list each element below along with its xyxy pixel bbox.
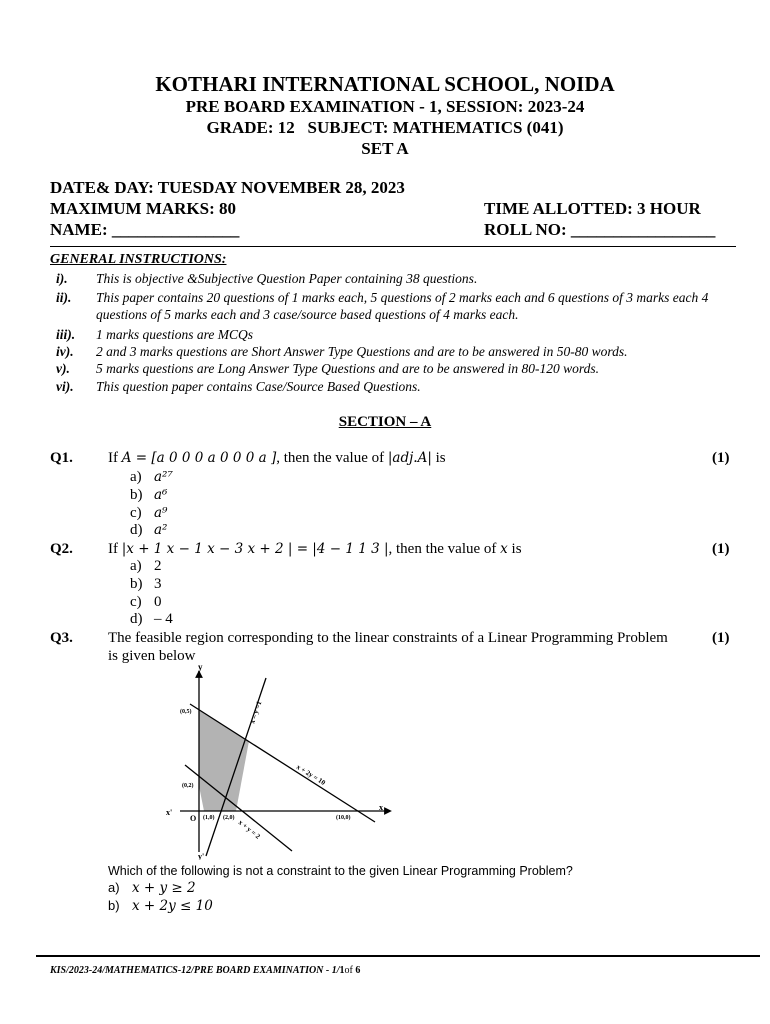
instruction-text: 5 marks questions are Long Answer Type Questions and are to be answered in 80-120 words. — [96, 361, 599, 376]
math-expr: |adj.A| — [387, 450, 432, 466]
option-label: b) — [130, 487, 143, 503]
instruction-num: ii). — [56, 290, 72, 305]
option-value: 3 — [154, 576, 162, 592]
question-number: Q1. — [50, 450, 73, 466]
page-total: 6 — [355, 965, 361, 976]
option-item — [108, 898, 213, 915]
option-item — [130, 576, 162, 593]
question-text-part: , then the value of — [388, 541, 501, 557]
option-item — [130, 558, 162, 575]
option-item — [130, 469, 173, 486]
lpp-graph — [150, 660, 395, 860]
question-number: Q2. — [50, 541, 73, 557]
option-value: x + y ≥ 2 — [132, 880, 196, 896]
question-text-line: is given below — [108, 648, 196, 664]
point-label: (1,0) — [203, 815, 215, 821]
grade-subject: GRADE: 12 SUBJECT: MATHEMATICS (041) — [206, 118, 564, 137]
option-item — [130, 487, 167, 504]
option-item — [108, 880, 196, 897]
point-label: (0,2) — [182, 783, 194, 789]
option-label: a) — [130, 558, 142, 574]
question-text-part: is — [507, 541, 522, 557]
sub-question: Which of the following is not a constraint to the given Linear Programming Problem? — [108, 864, 573, 878]
instructions-title: GENERAL INSTRUCTIONS: — [50, 252, 227, 267]
option-label: a) — [108, 880, 120, 895]
option-value: 2 — [154, 558, 162, 574]
option-label: c) — [130, 594, 142, 610]
question-text-part: If — [108, 450, 122, 466]
footer-divider — [36, 955, 760, 957]
origin-label: O — [190, 814, 197, 823]
instruction-item — [56, 270, 736, 287]
question-text-line: The feasible region corresponding to the linear constraints of a Linear Programming Problem — [108, 630, 668, 646]
option-value: a⁹ — [154, 505, 168, 521]
option-item — [130, 611, 173, 628]
option-label: a) — [130, 469, 142, 485]
of-text: of — [344, 965, 353, 976]
option-label: c) — [130, 505, 142, 521]
option-value: 0 — [154, 594, 162, 610]
option-item — [130, 594, 162, 611]
instruction-text: 2 and 3 marks questions are Short Answer Type Questions and are to be answered in 50-80 words. — [96, 344, 628, 359]
footer-code: KIS/2023-24/MATHEMATICS-12/PRE BOARD EXAMINATION - 1/ — [50, 965, 340, 976]
point-label: (0,5) — [180, 709, 192, 715]
question-text-part: If — [108, 541, 122, 557]
question-number: Q3. — [50, 630, 73, 646]
instruction-text: 1 marks questions are MCQs — [96, 327, 253, 342]
option-value: a²⁷ — [154, 469, 173, 485]
set-label: SET A — [361, 139, 409, 158]
instruction-num: iv). — [56, 344, 74, 359]
instruction-num: v). — [56, 361, 70, 376]
marks-label: (1) — [712, 630, 730, 646]
y-axis-label: y — [198, 662, 203, 672]
instruction-num: i). — [56, 271, 68, 286]
x-prime-label: x' — [166, 808, 173, 817]
point-label: (10,0) — [336, 815, 351, 821]
instruction-item — [56, 360, 736, 377]
question-text — [108, 450, 708, 467]
option-item — [130, 505, 167, 522]
line-label: x – y =1 — [248, 700, 264, 725]
option-value: – 4 — [154, 611, 173, 627]
option-label: b) — [130, 576, 143, 592]
school-name: KOTHARI INTERNATIONAL SCHOOL, NOIDA — [155, 72, 615, 96]
instruction-item — [56, 378, 736, 395]
option-label: d) — [130, 522, 143, 538]
x-axis-label: x — [379, 803, 383, 812]
y-prime-label: y' — [198, 852, 205, 860]
line-label: x + 2y = 10 — [294, 762, 327, 787]
header-divider — [50, 246, 736, 247]
question-text — [108, 541, 708, 558]
option-label: d) — [130, 611, 143, 627]
option-label: b) — [108, 898, 120, 913]
marks-label: (1) — [712, 450, 730, 466]
point-label: (2,0) — [223, 815, 235, 821]
roll-no-field: ROLL NO: _________________ — [484, 220, 716, 239]
instruction-num: vi). — [56, 379, 74, 394]
page-number: 1 — [339, 965, 345, 976]
question-text-part: , then the value of — [276, 450, 388, 466]
question-text-part: is — [431, 450, 446, 466]
instruction-item — [56, 289, 716, 323]
max-marks: MAXIMUM MARKS: 80 — [50, 199, 237, 218]
exam-title: PRE BOARD EXAMINATION - 1, SESSION: 2023-24 — [185, 97, 585, 116]
option-value: a⁶ — [154, 487, 168, 503]
instruction-text: This is objective &Subjective Question Paper containing 38 questions. — [96, 271, 478, 286]
instruction-num: iii). — [56, 327, 76, 342]
option-item — [130, 522, 167, 539]
marks-label: (1) — [712, 541, 730, 557]
math-expr: A = [a 0 0 0 a 0 0 0 a ] — [121, 450, 277, 466]
footer-text — [50, 965, 360, 976]
instruction-text: This paper contains 20 questions of 1 marks each, 5 questions of 2 marks each and 6 questions of 3 marks each 4 questions of 5 marks each and 3 case/source based questions of 4 marks each. — [96, 290, 709, 322]
date-day: DATE& DAY: TUESDAY NOVEMBER 28, 2023 — [50, 178, 405, 197]
option-value: a² — [154, 522, 168, 538]
option-value: x + 2y ≤ 10 — [132, 898, 213, 914]
math-expr: x — [500, 541, 508, 557]
name-field: NAME: _______________ — [50, 220, 240, 239]
instruction-text: This question paper contains Case/Source Based Questions. — [96, 379, 421, 394]
line-label: x + y = 2 — [236, 818, 262, 841]
time-allotted: TIME ALLOTTED: 3 HOUR — [484, 199, 701, 218]
instruction-item — [56, 343, 736, 360]
instruction-item — [56, 326, 736, 343]
section-heading: SECTION – A — [338, 414, 432, 430]
math-expr: |x + 1 x − 1 x − 3 x + 2 | = |4 − 1 1 3 | — [121, 541, 389, 557]
